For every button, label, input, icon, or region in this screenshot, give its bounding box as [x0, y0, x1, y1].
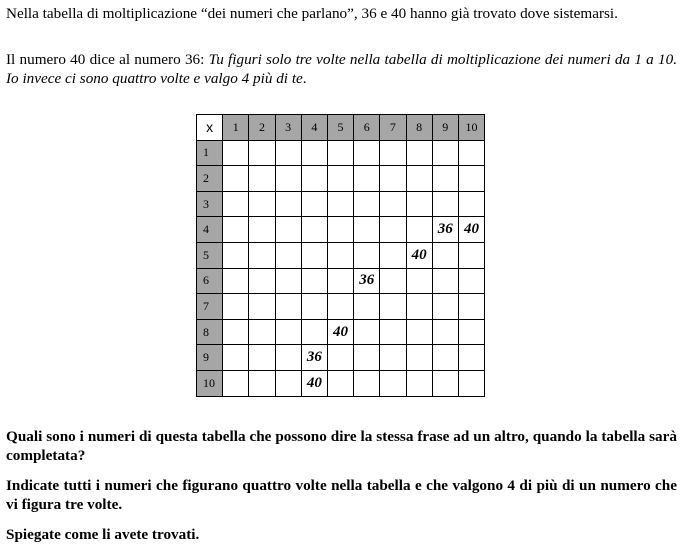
column-header: 2 [249, 115, 275, 141]
empty-cell [223, 166, 249, 192]
empty-cell [223, 217, 249, 243]
empty-cell [380, 140, 406, 166]
empty-cell [327, 191, 353, 217]
empty-cell [223, 345, 249, 371]
row-header: 9 [197, 345, 223, 371]
row-header: 2 [197, 166, 223, 192]
row-header: 1 [197, 140, 223, 166]
row-header: 5 [197, 242, 223, 268]
quote-end: . [302, 70, 307, 87]
table-row [197, 345, 485, 371]
row-header: 7 [197, 294, 223, 320]
question-3: Spiegate come li avete trovati. [6, 526, 200, 543]
empty-cell [275, 140, 301, 166]
table-row [197, 191, 485, 217]
empty-cell [249, 268, 275, 294]
filled-cell: 40 [327, 319, 353, 345]
empty-cell [458, 191, 484, 217]
empty-cell [223, 268, 249, 294]
empty-cell [406, 268, 432, 294]
empty-cell [432, 242, 458, 268]
empty-cell [301, 294, 327, 320]
empty-cell [432, 191, 458, 217]
empty-cell [301, 242, 327, 268]
empty-cell [380, 345, 406, 371]
empty-cell [327, 370, 353, 396]
empty-cell [458, 242, 484, 268]
empty-cell [458, 319, 484, 345]
filled-cell: 40 [301, 370, 327, 396]
row-header: 3 [197, 191, 223, 217]
empty-cell [458, 268, 484, 294]
empty-cell [380, 294, 406, 320]
table-row [197, 370, 485, 396]
empty-cell [406, 345, 432, 371]
table-header-row [197, 115, 485, 141]
empty-cell [432, 140, 458, 166]
quote-paragraph [6, 50, 677, 88]
empty-cell [249, 166, 275, 192]
empty-cell [275, 294, 301, 320]
empty-cell [406, 294, 432, 320]
quote-lead: Il numero 40 dice al numero 36: [6, 51, 209, 68]
column-header: 10 [458, 115, 484, 141]
empty-cell [380, 319, 406, 345]
filled-cell: 40 [458, 217, 484, 243]
empty-cell [354, 242, 380, 268]
intro-paragraph: Nella tabella di moltiplicazione “dei numeri che parlano”, 36 e 40 hanno già trovato dove sistemarsi. [6, 5, 618, 22]
row-header: 8 [197, 319, 223, 345]
empty-cell [458, 370, 484, 396]
empty-cell [458, 294, 484, 320]
quote-text: Tu figuri solo tre volte nella tabella di moltiplicazione dei numeri da 1 a 10. Io invece ci sono quattro volte e valgo 4 più di te [6, 51, 677, 87]
empty-cell [301, 217, 327, 243]
empty-cell [275, 345, 301, 371]
question-1: Quali sono i numeri di questa tabella che possono dire la stessa frase ad un altro, quando la tabella sarà completata? [6, 428, 677, 464]
empty-cell [458, 140, 484, 166]
row-header: 6 [197, 268, 223, 294]
empty-cell [249, 217, 275, 243]
table-corner-symbol: x [197, 115, 223, 141]
empty-cell [327, 268, 353, 294]
empty-cell [249, 319, 275, 345]
empty-cell [301, 319, 327, 345]
empty-cell [432, 268, 458, 294]
empty-cell [223, 370, 249, 396]
table-row [197, 294, 485, 320]
empty-cell [432, 166, 458, 192]
empty-cell [275, 370, 301, 396]
multiplication-table [196, 114, 485, 397]
empty-cell [380, 166, 406, 192]
table-row [197, 319, 485, 345]
column-header: 8 [406, 115, 432, 141]
empty-cell [249, 140, 275, 166]
empty-cell [406, 140, 432, 166]
empty-cell [223, 191, 249, 217]
empty-cell [301, 191, 327, 217]
empty-cell [406, 191, 432, 217]
empty-cell [249, 370, 275, 396]
column-header: 1 [223, 115, 249, 141]
empty-cell [406, 217, 432, 243]
empty-cell [223, 319, 249, 345]
column-header: 4 [301, 115, 327, 141]
table-row [197, 217, 485, 243]
empty-cell [458, 166, 484, 192]
filled-cell: 36 [301, 345, 327, 371]
empty-cell [432, 294, 458, 320]
table-row [197, 242, 485, 268]
column-header: 6 [354, 115, 380, 141]
empty-cell [380, 268, 406, 294]
empty-cell [354, 140, 380, 166]
empty-cell [432, 345, 458, 371]
empty-cell [275, 268, 301, 294]
empty-cell [354, 191, 380, 217]
empty-cell [327, 166, 353, 192]
empty-cell [406, 166, 432, 192]
empty-cell [275, 217, 301, 243]
empty-cell [223, 140, 249, 166]
empty-cell [406, 319, 432, 345]
empty-cell [327, 217, 353, 243]
empty-cell [249, 294, 275, 320]
empty-cell [275, 191, 301, 217]
question-2: Indicate tutti i numeri che figurano quattro volte nella tabella e che valgono 4 di più di un numero che vi figura tre volte. [6, 477, 677, 513]
empty-cell [432, 370, 458, 396]
empty-cell [327, 294, 353, 320]
filled-cell: 40 [406, 242, 432, 268]
empty-cell [354, 294, 380, 320]
row-header: 4 [197, 217, 223, 243]
column-header: 7 [380, 115, 406, 141]
empty-cell [223, 242, 249, 268]
empty-cell [249, 345, 275, 371]
empty-cell [380, 191, 406, 217]
empty-cell [354, 345, 380, 371]
empty-cell [354, 370, 380, 396]
empty-cell [406, 370, 432, 396]
table-row [197, 268, 485, 294]
filled-cell: 36 [432, 217, 458, 243]
empty-cell [249, 242, 275, 268]
empty-cell [249, 191, 275, 217]
empty-cell [380, 242, 406, 268]
empty-cell [301, 268, 327, 294]
row-header: 10 [197, 370, 223, 396]
filled-cell: 36 [354, 268, 380, 294]
empty-cell [354, 319, 380, 345]
table-row [197, 140, 485, 166]
empty-cell [354, 166, 380, 192]
empty-cell [301, 140, 327, 166]
empty-cell [327, 140, 353, 166]
empty-cell [301, 166, 327, 192]
empty-cell [275, 242, 301, 268]
table-row [197, 166, 485, 192]
empty-cell [380, 370, 406, 396]
empty-cell [432, 319, 458, 345]
empty-cell [275, 166, 301, 192]
column-header: 9 [432, 115, 458, 141]
empty-cell [380, 217, 406, 243]
column-header: 5 [327, 115, 353, 141]
column-header: 3 [275, 115, 301, 141]
empty-cell [223, 294, 249, 320]
empty-cell [327, 242, 353, 268]
empty-cell [275, 319, 301, 345]
empty-cell [327, 345, 353, 371]
empty-cell [458, 345, 484, 371]
empty-cell [354, 217, 380, 243]
